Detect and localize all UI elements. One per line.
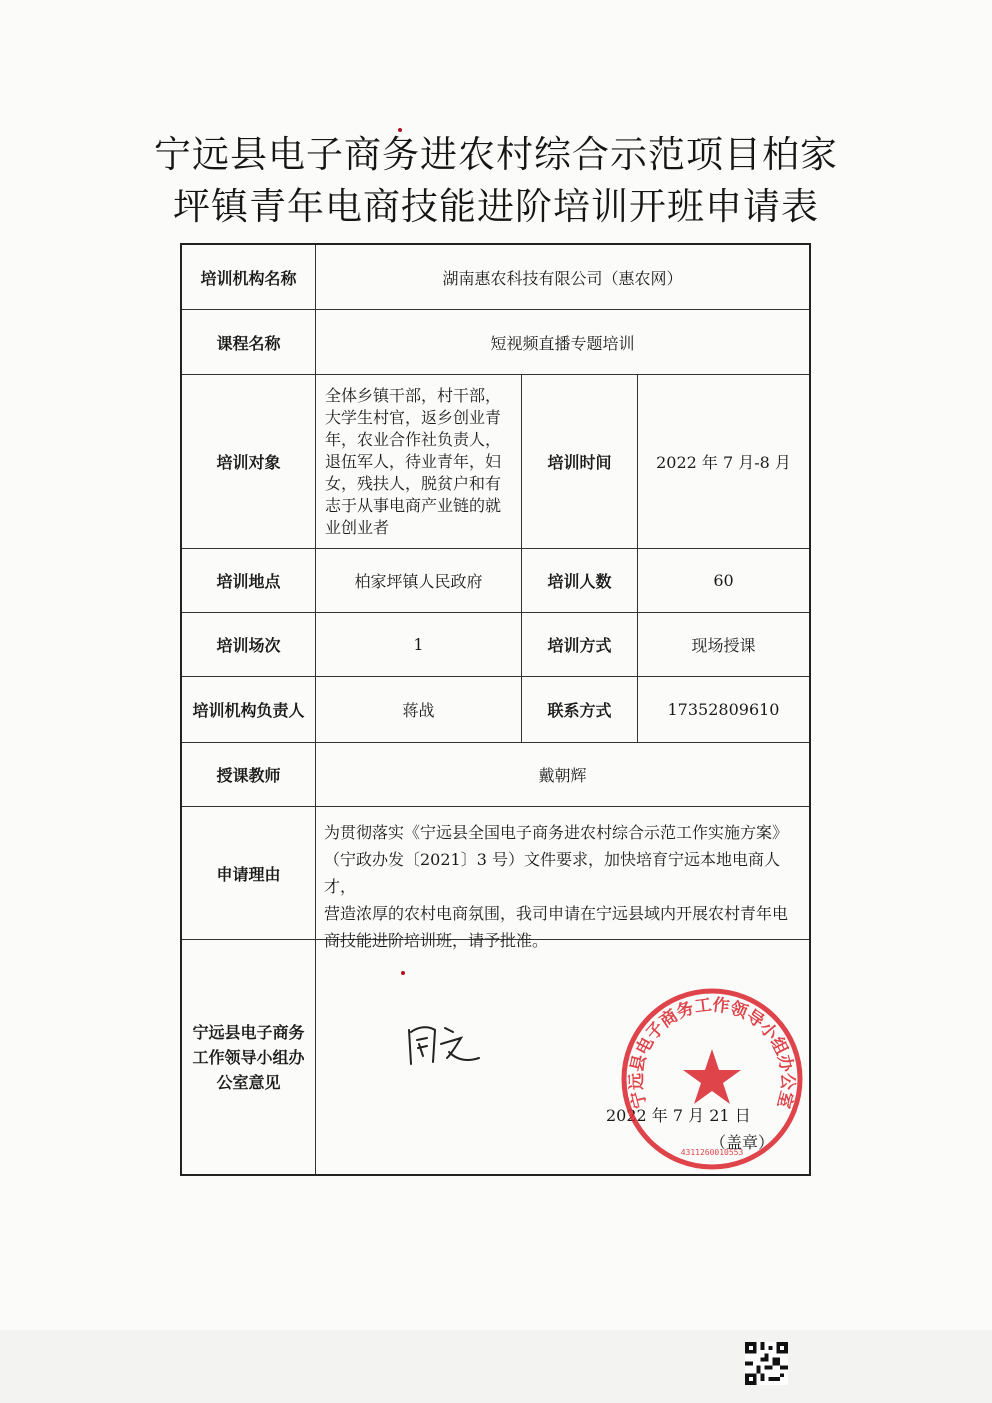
count-value: 60 [713,571,734,590]
contact-label: 联系方式 [547,701,612,720]
target-line: 业创业者 [325,517,390,537]
opinion-label-line: 工作领导小组办 [192,1047,305,1067]
course-label: 课程名称 [216,333,281,353]
sessions-label: 培训场次 [216,636,281,655]
method-label: 培训方式 [547,636,612,655]
institution-label: 培训机构名称 [200,268,297,288]
teacher-label: 授课教师 [216,766,281,785]
location-value: 柏家坪镇人民政府 [354,572,483,591]
target-line: 年，农业合作社负责人， [325,429,502,449]
reason-label: 申请理由 [216,864,281,884]
reason-line: 为贯彻落实《宁远县全国电子商务进农村综合示范工作实施方案》 [324,823,789,842]
ink-dot [398,128,402,132]
ink-dot [401,971,405,975]
target-line: 退伍军人，待业青年，妇 [325,451,502,471]
official-seal [618,985,806,1173]
target-line: 女，残扶人，脱贫户和有 [325,473,502,493]
opinion-label [182,940,315,1174]
seal-arc-text: 宁远县电子商务工作领导小组办公室 [626,995,798,1111]
reason-line: 商技能进阶培训班，请予批准。 [324,931,549,950]
target-line: 志于从事电商产业链的就 [325,495,502,515]
approval-date: 2022 年 7 月 21 日 [606,1106,751,1125]
target-label: 培训对象 [216,453,281,472]
reason-line: （宁政办发〔2021〕3 号）文件要求，加快培育宁远本地电商人才， [324,850,780,896]
head-value: 蒋战 [402,701,435,720]
seal-code: 4311260010553 [680,1148,744,1157]
handwritten-signature [405,1020,485,1070]
document-title-line-1: 宁远县电子商务进农村综合示范项目柏家 [154,133,838,176]
reason-line: 营造浓厚的农村电商氛围，我司申请在宁远县域内开展农村青年电 [324,904,789,923]
target-line: 大学生村官，返乡创业青 [325,407,502,427]
reason-text [316,807,809,950]
target-value [316,375,521,548]
opinion-label-line: 公室意见 [216,1072,281,1092]
institution-value: 湖南惠农科技有限公司（惠农网） [442,268,683,288]
sessions-value: 1 [413,635,424,654]
time-label: 培训时间 [547,453,612,472]
count-label: 培训人数 [547,572,612,591]
location-label: 培训地点 [216,572,281,591]
target-line: 全体乡镇干部，村干部， [325,385,502,405]
contact-value: 17352809610 [667,700,780,719]
time-value: 2022 年 7 月-8 月 [656,453,791,472]
teacher-value: 戴朝辉 [538,766,587,785]
document-title-line-2: 坪镇青年电商技能进阶培训开班申请表 [173,185,819,228]
stamp-note: （盖章） [710,1133,775,1152]
course-value: 短视频直播专题培训 [490,333,635,353]
method-value: 现场授课 [691,636,756,655]
head-label: 培训机构负责人 [192,701,305,720]
qr-code-icon [745,1342,788,1385]
opinion-label-line: 宁远县电子商务 [192,1022,305,1042]
